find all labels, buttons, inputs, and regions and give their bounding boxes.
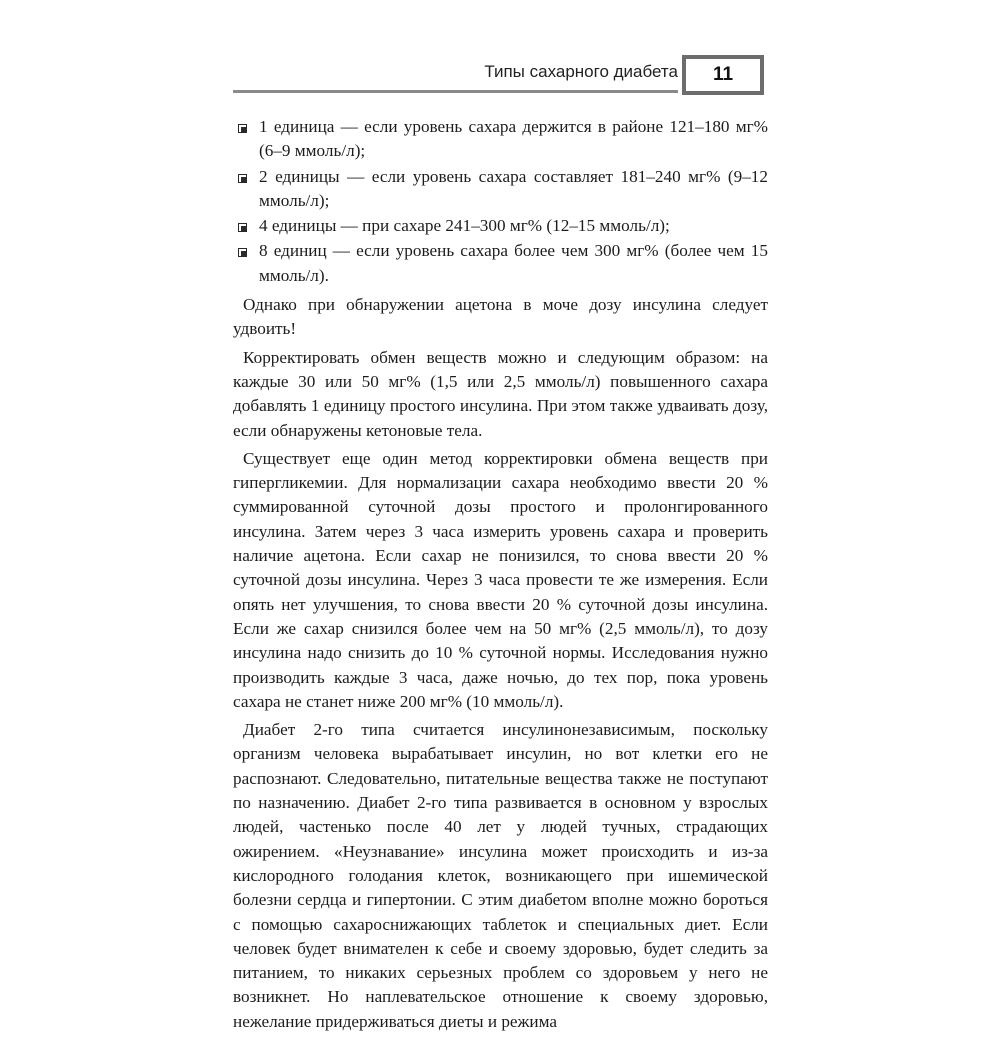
paragraph-type2-diabetes: Диабет 2-го типа считается инсулинонезависимым, поскольку организм человека вырабатывает инсулин, но вот клетки его не распознают. Следовательно, питательные вещества также не поступают по назначению. Диабет 2-го типа развивается в основном у взрослых людей, частенько после 40 лет у людей тучных, страдающих ожирением. «Неузнавание» инсулина может происходить и из-за кислородного голодания клеток, возникающего при ишемической болезни сердца и гипертонии. С этим диабетом вполне можно бороться с помощью сахароснижающих таблеток и специальных диет. Если человек будет внимателен к себе и своему здоровью, будет следить за питанием, то никаких серьезных проблем со здоровьем у него не возникнет. Но наплевательское отношение к своему здоровью, нежелание придерживаться диеты и режима bbox=[233, 720, 768, 1031]
dosage-list bbox=[233, 115, 768, 288]
list-item-text: 8 единиц — если уровень сахара более чем 300 мг% (более чем 15 ммоль/л). bbox=[259, 241, 768, 285]
page-number: 11 bbox=[712, 64, 734, 85]
square-bullet-icon bbox=[238, 124, 247, 133]
list-item bbox=[233, 115, 768, 164]
page-number-box bbox=[682, 55, 764, 95]
list-item-text: 2 единицы — если уровень сахара составляет 181–240 мг% (9–12 ммоль/л); bbox=[259, 166, 768, 210]
square-bullet-icon bbox=[238, 174, 247, 183]
list-item-text: 1 единица — если уровень сахара держится в районе 121–180 мг% (6–9 ммоль/л); bbox=[259, 117, 768, 161]
square-bullet-icon bbox=[238, 248, 247, 257]
header-rule bbox=[233, 90, 678, 93]
list-item bbox=[233, 239, 768, 288]
paragraph-acetone: Однако при обнаружении ацетона в моче дозу инсулина следует удвоить! bbox=[233, 295, 768, 339]
list-item-text: 4 единицы — при сахаре 241–300 мг% (12–15 ммоль/л); bbox=[259, 216, 670, 236]
list-item bbox=[233, 214, 768, 238]
paragraph-hyperglycemia-method: Существует еще один метод корректировки обмена веществ при гипергликемии. Для нормализации сахара необходимо ввести 20 % суммированной суточной дозы простого и пролонгированного инсулина. Затем через 3 часа измерить уровень сахара и проверить наличие ацетона. Если сахар не понизился, то снова ввести 20 % суточной дозы инсулина. Через 3 часа провести те же измерения. Если опять нет улучшения, то снова ввести 20 % суточной дозы инсулина. Если же сахар снизился более чем на 50 мг% (2,5 ммоль/л), то дозу инсулина надо снизить до 10 % суточной нормы. Исследования нужно производить каждые 3 часа, даже ночью, до тех пор, пока уровень сахара не станет ниже 200 мг% (10 ммоль/л). bbox=[233, 448, 768, 711]
list-item bbox=[233, 165, 768, 214]
body-text bbox=[233, 115, 768, 1038]
square-bullet-icon bbox=[238, 223, 247, 232]
running-title: Типы сахарного диабета bbox=[484, 62, 678, 81]
paragraph-correction: Корректировать обмен веществ можно и следующим образом: на каждые 30 или 50 мг% (1,5 или 2,5 ммоль/л) повышенного сахара добавлять 1 единицу простого инсулина. При этом также удваивать дозу, если обнаружены кетоновые тела. bbox=[233, 347, 768, 440]
